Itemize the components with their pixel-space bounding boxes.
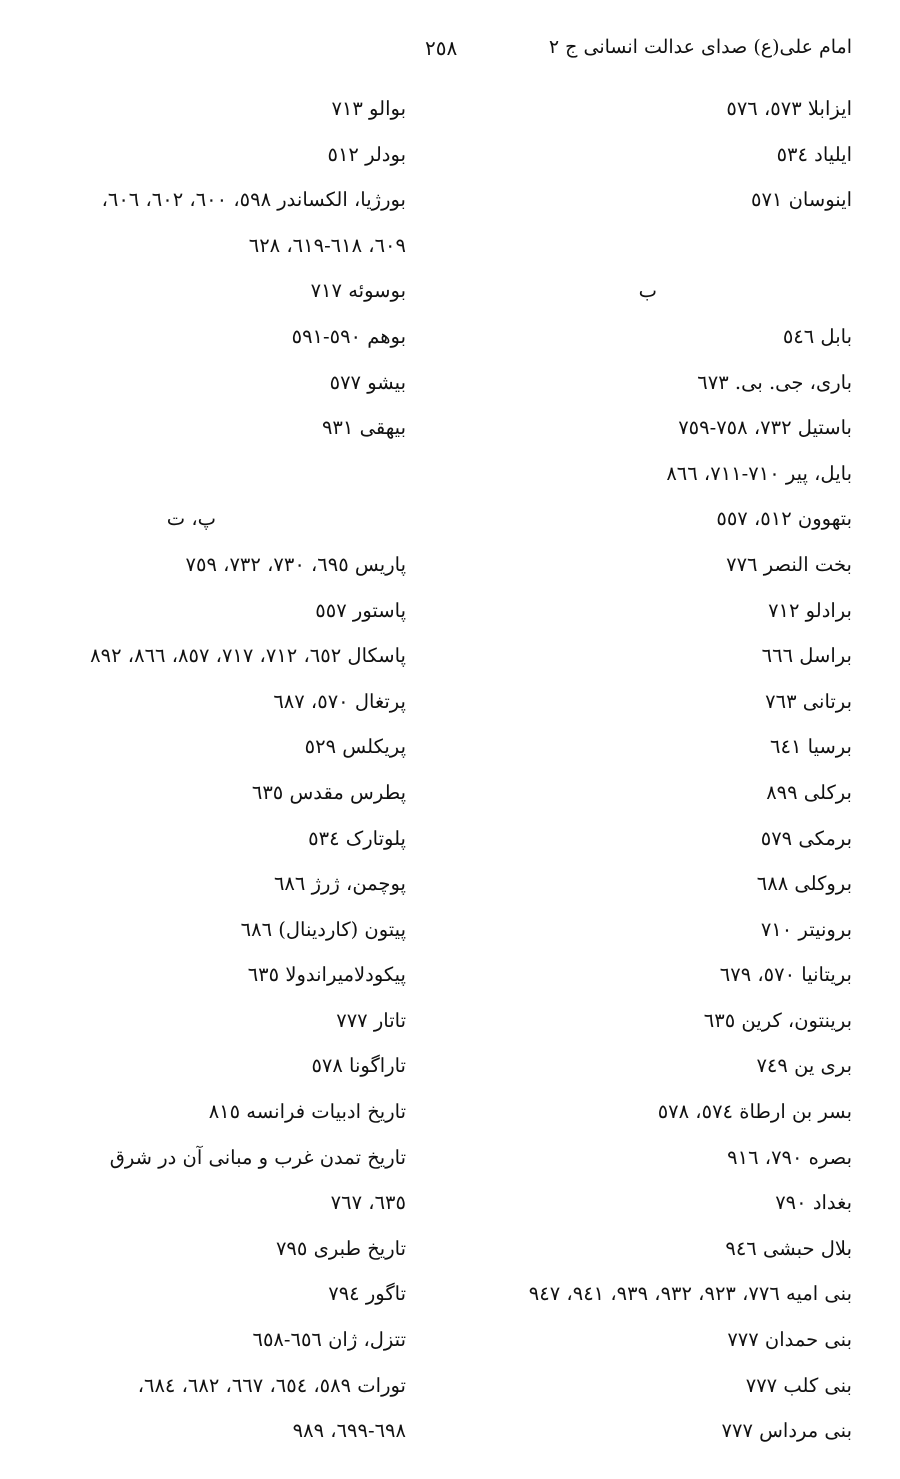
index-entry: تاریخ ادبیات فرانسه ٨١٥ [208, 1100, 406, 1124]
index-entry: بنی امیه ٧٧٦، ٩٢٣، ٩٣٢، ٩٣٩، ٩٤١، ٩٤٧ [528, 1282, 852, 1306]
index-entry: برتانی ٧٦٣ [765, 689, 852, 713]
index-entry: برینتون، کرین ٦٣٥ [703, 1008, 852, 1032]
index-entry: برکلی ٨٩٩ [766, 780, 852, 804]
index-entry: بیشو ٥٧٧ [329, 370, 406, 394]
index-entry: تاریخ طبری ٧٩٥ [275, 1236, 406, 1260]
index-entry: اینوسان ٥٧١ [750, 188, 852, 212]
section-letter-heading: ب [638, 279, 657, 303]
index-entry: پرتغال ٥٧٠، ٦٨٧ [273, 689, 406, 713]
index-entry: باستیل ٧٣٢، ٧٥٨-٧٥٩ [678, 416, 852, 440]
section-letter-heading: پ، ت [166, 507, 216, 531]
page-header [0, 36, 900, 66]
index-entry: پلوتارک ٥٣٤ [308, 826, 406, 850]
index-entry: برمکی ٥٧٩ [760, 826, 852, 850]
index-entry: بیهقی ٩٣١ [321, 416, 406, 440]
index-entry: ایزابلا ٥٧٣، ٥٧٦ [726, 97, 852, 120]
index-entry: بایل، پیر ٧١٠-٧١١، ٨٦٦ [666, 461, 852, 485]
index-entry: بنی حمدان ٧٧٧ [727, 1328, 852, 1352]
index-entry: بوهم ٥٩٠-٥٩١ [291, 324, 406, 348]
index-entry: پاستور ٥٥٧ [315, 598, 406, 622]
page-number: ٢٥٨ [425, 36, 458, 60]
index-entry: براسل ٦٦٦ [761, 644, 852, 668]
index-entry: بنی کلب ٧٧٧ [745, 1373, 852, 1397]
index-entry: ایلیاد ٥٣٤ [776, 142, 852, 166]
index-entry: بروکلی ٦٨٨ [756, 872, 852, 896]
index-entry: پاسکال ٦٥٢، ٧١٢، ٧١٧، ٨٥٧، ٨٦٦، ٨٩٢ [90, 644, 406, 668]
index-entry: برونیتر ٧١٠ [760, 917, 852, 941]
index-entry: بوالو ٧١٣ [331, 97, 406, 120]
index-entry: پیتون (کاردینال) ٦٨٦ [240, 917, 406, 941]
section-spacer [432, 223, 852, 269]
index-entry: پاریس ٦٩٥، ٧٣٠، ٧٣٢، ٧٥٩ [185, 552, 406, 576]
index-entry: ٦٠٩، ٦١٨-٦١٩، ٦٢٨ [248, 233, 406, 257]
index-entry: ٦٩٨-٦٩٩، ٩٨٩ [292, 1419, 406, 1443]
index-entry: باری، جی. بی. ٦٧٣ [697, 370, 852, 394]
index-entry: بصره ٧٩٠، ٩١٦ [727, 1145, 852, 1169]
index-entry: بریتانیا ٥٧٠، ٦٧٩ [719, 963, 852, 987]
index-entry: بلال حبشی ٩٤٦ [725, 1236, 852, 1260]
index-entry: پیکودلامیراندولا ٦٣٥ [247, 963, 406, 987]
index-entry: پطرس مقدس ٦٣٥ [251, 780, 406, 804]
index-entry: بخت النصر ٧٧٦ [726, 552, 852, 576]
index-entry: بوسوئه ٧١٧ [310, 279, 406, 303]
index-entry: بسر بن ارطاة ٥٧٤، ٥٧٨ [657, 1100, 852, 1124]
index-entry: تورات ٥٨٩، ٦٥٤، ٦٦٧، ٦٨٢، ٦٨٤، [137, 1373, 406, 1397]
index-entry: بورژیا، الکساندر ٥٩٨، ٦٠٠، ٦٠٢، ٦٠٦، [101, 188, 406, 212]
index-entry: تاریخ تمدن غرب و مبانی آن در شرق [109, 1145, 406, 1169]
index-entry: برسیا ٦٤١ [770, 735, 852, 759]
index-entry: بابل ٥٤٦ [782, 324, 852, 348]
index-entry: تاراگونا ٥٧٨ [311, 1054, 406, 1078]
index-entry: ٦٣٥، ٧٦٧ [330, 1191, 406, 1215]
running-title: امام علی(ع) صدای عدالت انسانی ج ٢ [548, 36, 852, 58]
index-entry: بتهوون ٥١٢، ٥٥٧ [716, 507, 852, 531]
index-entry: بری ین ٧٤٩ [756, 1054, 852, 1078]
index-column-left [26, 86, 406, 1454]
index-column-right [432, 86, 852, 1454]
index-entry: پوچمن، ژرژ ٦٨٦ [273, 872, 406, 896]
index-entry: بودلر ٥١٢ [327, 142, 406, 166]
section-spacer [26, 451, 406, 497]
index-entry: تتزل، ژان ٦٥٦-٦٥٨ [252, 1328, 406, 1352]
index-entry: تاگور ٧٩٤ [328, 1282, 406, 1306]
index-entry: پریکلس ٥٢٩ [304, 735, 406, 759]
index-entry: بغداد ٧٩٠ [775, 1191, 852, 1215]
index-entry: برادلو ٧١٢ [768, 598, 852, 622]
index-entry: تاتار ٧٧٧ [336, 1008, 406, 1032]
index-entry: بنی مرداس ٧٧٧ [721, 1419, 852, 1443]
